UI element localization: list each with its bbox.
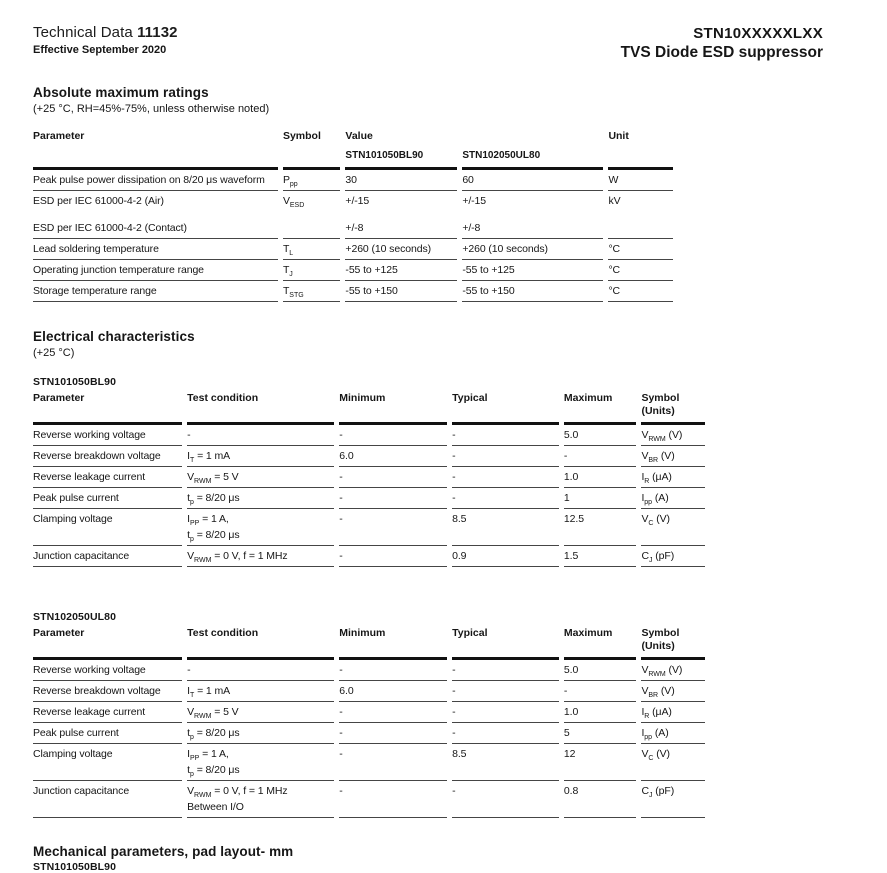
cell-min: - <box>339 546 447 567</box>
col-header-symbol: Symbol <box>282 130 321 143</box>
cell-symbol: $V_C$ (V) <box>641 509 705 546</box>
cell-condition <box>187 702 334 723</box>
cell-max: 5.0 <box>564 660 637 681</box>
table-row <box>33 488 705 509</box>
absolute-maximum-ratings-table <box>28 128 678 302</box>
cell-parameter: Reverse working voltage <box>33 425 182 446</box>
cell-v2: -55 to +150 <box>462 281 603 302</box>
cell-symbol <box>283 218 340 239</box>
section-title-absolute-maximum-ratings: Absolute maximum ratings <box>33 85 209 101</box>
cell-symbol: $C_J$ (pF) <box>641 546 705 567</box>
cell-typ: 0.9 <box>452 546 559 567</box>
product-id-block <box>621 24 823 63</box>
cell-symbol: $V_{BR}$ (V) <box>641 681 705 702</box>
cell-symbol: $V_{RWM}$ (V) <box>641 660 705 681</box>
cell-unit: °C <box>608 260 673 281</box>
table-row <box>33 170 673 191</box>
cell-symbol: $I_R$ (μA) <box>641 467 705 488</box>
mechanical-parameters-section <box>33 844 823 873</box>
cell-typ: - <box>452 781 559 818</box>
elec-table-header <box>33 390 705 425</box>
doc-number: 11132 <box>137 24 178 41</box>
cell-min: - <box>339 744 447 781</box>
cell-condition <box>187 660 334 681</box>
cell-symbol: $T_J$ <box>283 260 340 281</box>
cell-symbol: $I_{pp}$ (A) <box>641 723 705 744</box>
electrical-characteristics-section <box>33 329 823 818</box>
table-row <box>33 281 673 302</box>
cell-unit: °C <box>608 239 673 260</box>
col-header-test-condition: Test condition <box>187 625 334 660</box>
abs-header-row <box>33 128 673 146</box>
cell-symbol: $V_{BR}$ (V) <box>641 446 705 467</box>
electrical-table-stn102050ul80 <box>28 625 710 818</box>
table-row <box>33 744 705 781</box>
cell-typ: 8.5 <box>452 744 559 781</box>
subheader-empty <box>608 146 673 170</box>
col-subheader-variant2: STN102050UL80 <box>462 146 603 170</box>
cell-typ: - <box>452 681 559 702</box>
cell-line: $V_{RWM} = 0$ V, f = 1 MHz <box>187 550 288 565</box>
cell-parameter: Peak pulse current <box>33 723 182 744</box>
document-id-block <box>33 24 178 56</box>
cell-parameter: Peak pulse current <box>33 488 182 509</box>
table-row <box>33 218 673 239</box>
table-row <box>33 191 673 218</box>
cell-parameter: Reverse leakage current <box>33 467 182 488</box>
table-row <box>33 509 705 546</box>
cell-parameter: Junction capacitance <box>33 781 182 818</box>
cell-parameter: Peak pulse power dissipation on 8/20 μs waveform <box>33 170 278 191</box>
elec-table-header <box>33 625 705 660</box>
subheader-empty <box>33 146 278 170</box>
abs-subheader-row <box>33 146 673 170</box>
cell-max: 12.5 <box>564 509 637 546</box>
table-row <box>33 425 705 446</box>
cell-typ: - <box>452 488 559 509</box>
variant-label: STN101050BL90 <box>33 376 117 389</box>
cell-min: - <box>339 488 447 509</box>
cell-max: - <box>564 681 637 702</box>
variant-label: STN101050BL90 <box>33 861 117 873</box>
cell-typ: - <box>452 660 559 681</box>
section-title-mechanical-parameters: Mechanical parameters, pad layout- mm <box>33 844 294 860</box>
col-header-test-condition: Test condition <box>187 390 334 425</box>
cell-condition <box>187 681 334 702</box>
cell-typ: - <box>452 467 559 488</box>
cell-line: $t_p = 8/20$ μs <box>187 529 240 544</box>
cell-symbol: $T_{STG}$ <box>283 281 340 302</box>
cell-parameter: ESD per IEC 61000-4-2 (Air) <box>33 195 164 208</box>
elec-table-body-2 <box>33 660 705 818</box>
abs-table-header <box>33 128 673 170</box>
absolute-maximum-ratings-section <box>33 85 823 302</box>
cell-line: $I_{PP} = 1$ A, <box>187 748 229 763</box>
col-header-unit: Unit <box>608 130 629 143</box>
document-header <box>33 24 823 63</box>
cell-min: - <box>339 509 447 546</box>
cell-condition <box>187 467 334 488</box>
cell-line: $I_T = 1$ mA <box>187 685 231 700</box>
cell-max: 1 <box>564 488 637 509</box>
col-header-minimum: Minimum <box>339 625 447 660</box>
col-header-symbol-units: Symbol (Units) <box>641 625 705 660</box>
cell-max: 1.5 <box>564 546 637 567</box>
cell-min: 6.0 <box>339 446 447 467</box>
cell-symbol: $V_C$ (V) <box>641 744 705 781</box>
cell-parameter: Reverse leakage current <box>33 702 182 723</box>
section-title-electrical-characteristics: Electrical characteristics <box>33 329 195 345</box>
cell-v2: +/-15 <box>462 195 487 208</box>
col-header-symbol-units: Symbol (Units) <box>641 390 705 425</box>
section-subtitle-conditions: (+25 °C, RH=45%-75%, unless otherwise noted) <box>33 103 270 116</box>
cell-condition <box>187 509 334 546</box>
table-row <box>33 239 673 260</box>
table-row <box>33 467 705 488</box>
abs-table-body <box>33 170 673 302</box>
cell-min: - <box>339 702 447 723</box>
cell-parameter: Storage temperature range <box>33 281 278 302</box>
cell-v1: 30 <box>345 170 457 191</box>
cell-parameter: Clamping voltage <box>33 509 182 546</box>
col-header-parameter: Parameter <box>33 130 85 143</box>
cell-symbol: $V_{RWM}$ (V) <box>641 425 705 446</box>
variant-block-stn102050ul80 <box>33 611 823 818</box>
cell-line: $V_{RWM} = 0$ V, f = 1 MHz <box>187 785 288 800</box>
cell-symbol: $P_{pp}$ <box>283 170 340 191</box>
cell-min: - <box>339 723 447 744</box>
table-row <box>33 546 705 567</box>
col-header-maximum: Maximum <box>564 390 637 425</box>
cell-line: $I_{PP} = 1$ A, <box>187 513 229 528</box>
part-number: STN10XXXXXLXX <box>693 25 823 42</box>
cell-unit: W <box>608 170 673 191</box>
cell-parameter: Reverse breakdown voltage <box>33 446 182 467</box>
electrical-table-stn101050bl90 <box>28 390 710 567</box>
cell-unit <box>608 218 673 239</box>
cell-line: Between I/O <box>187 801 244 814</box>
col-header-parameter: Parameter <box>33 625 182 660</box>
cell-typ: - <box>452 702 559 723</box>
doc-title <box>33 24 178 41</box>
cell-condition <box>187 723 334 744</box>
cell-typ: - <box>452 446 559 467</box>
product-name: TVS Diode ESD suppressor <box>620 44 823 62</box>
cell-max: 5 <box>564 723 637 744</box>
cell-max: 1.0 <box>564 467 637 488</box>
cell-line: $t_p = 8/20$ μs <box>187 764 240 779</box>
cell-parameter: Lead soldering temperature <box>33 239 278 260</box>
cell-v1: +/-15 <box>345 195 370 208</box>
elec-header-row <box>33 390 705 425</box>
col-header-value: Value <box>345 130 373 143</box>
cell-condition <box>187 488 334 509</box>
table-row <box>33 702 705 723</box>
cell-min: - <box>339 467 447 488</box>
col-header-typical: Typical <box>452 625 559 660</box>
elec-header-row <box>33 625 705 660</box>
cell-v2: +260 (10 seconds) <box>462 239 603 260</box>
cell-symbol: $I_R$ (μA) <box>641 702 705 723</box>
cell-v1: -55 to +125 <box>345 260 457 281</box>
section-subtitle-temperature: (+25 °C) <box>33 347 75 360</box>
cell-min: - <box>339 660 447 681</box>
elec-table-body-1 <box>33 425 705 567</box>
cell-max: - <box>564 446 637 467</box>
cell-typ: - <box>452 425 559 446</box>
cell-v1: +260 (10 seconds) <box>345 239 457 260</box>
cell-unit: kV <box>608 195 621 208</box>
cell-line: $V_{RWM} = 5$ V <box>187 706 239 721</box>
cell-parameter: Reverse working voltage <box>33 660 182 681</box>
cell-v2: -55 to +125 <box>462 260 603 281</box>
table-row <box>33 260 673 281</box>
cell-parameter: Operating junction temperature range <box>33 260 278 281</box>
col-subheader-variant1: STN101050BL90 <box>345 146 457 170</box>
cell-line: $V_{RWM} = 5$ V <box>187 471 239 486</box>
variant-label: STN102050UL80 <box>33 611 117 624</box>
doc-type-label: Technical Data <box>33 24 138 41</box>
cell-symbol: $V_{ESD}$ <box>282 195 305 210</box>
table-row <box>33 660 705 681</box>
doc-effective-date: Effective September 2020 <box>33 44 167 56</box>
cell-symbol: $I_{pp}$ (A) <box>641 488 705 509</box>
subheader-empty <box>283 146 340 170</box>
cell-line: - <box>187 429 191 442</box>
col-header-typical: Typical <box>452 390 559 425</box>
cell-condition <box>187 744 334 781</box>
table-row <box>33 781 705 818</box>
cell-v2: 60 <box>462 170 603 191</box>
cell-typ: 8.5 <box>452 509 559 546</box>
cell-symbol: $T_L$ <box>283 239 340 260</box>
cell-typ: - <box>452 723 559 744</box>
cell-parameter: Clamping voltage <box>33 744 182 781</box>
cell-line: - <box>187 664 191 677</box>
cell-condition <box>187 425 334 446</box>
cell-v2: +/-8 <box>462 218 603 239</box>
cell-max: 0.8 <box>564 781 637 818</box>
table-row <box>33 723 705 744</box>
cell-condition <box>187 546 334 567</box>
cell-parameter: ESD per IEC 61000-4-2 (Contact) <box>33 218 278 239</box>
cell-line: $t_p = 8/20$ μs <box>187 727 240 742</box>
cell-max: 1.0 <box>564 702 637 723</box>
cell-condition <box>187 446 334 467</box>
cell-v1: -55 to +150 <box>345 281 457 302</box>
cell-line: $I_T = 1$ mA <box>187 450 231 465</box>
cell-parameter: Reverse breakdown voltage <box>33 681 182 702</box>
table-row <box>33 681 705 702</box>
cell-condition <box>187 781 334 818</box>
col-header-maximum: Maximum <box>564 625 637 660</box>
cell-max: 12 <box>564 744 637 781</box>
cell-min: 6.0 <box>339 681 447 702</box>
cell-parameter: Junction capacitance <box>33 546 182 567</box>
cell-symbol: $C_J$ (pF) <box>641 781 705 818</box>
cell-min: - <box>339 425 447 446</box>
col-header-parameter: Parameter <box>33 390 182 425</box>
cell-line: $t_p = 8/20$ μs <box>187 492 240 507</box>
table-row <box>33 446 705 467</box>
cell-unit: °C <box>608 281 673 302</box>
cell-max: 5.0 <box>564 425 637 446</box>
cell-min: - <box>339 781 447 818</box>
col-header-minimum: Minimum <box>339 390 447 425</box>
variant-block-stn101050bl90 <box>33 376 823 567</box>
cell-v1: +/-8 <box>345 218 457 239</box>
